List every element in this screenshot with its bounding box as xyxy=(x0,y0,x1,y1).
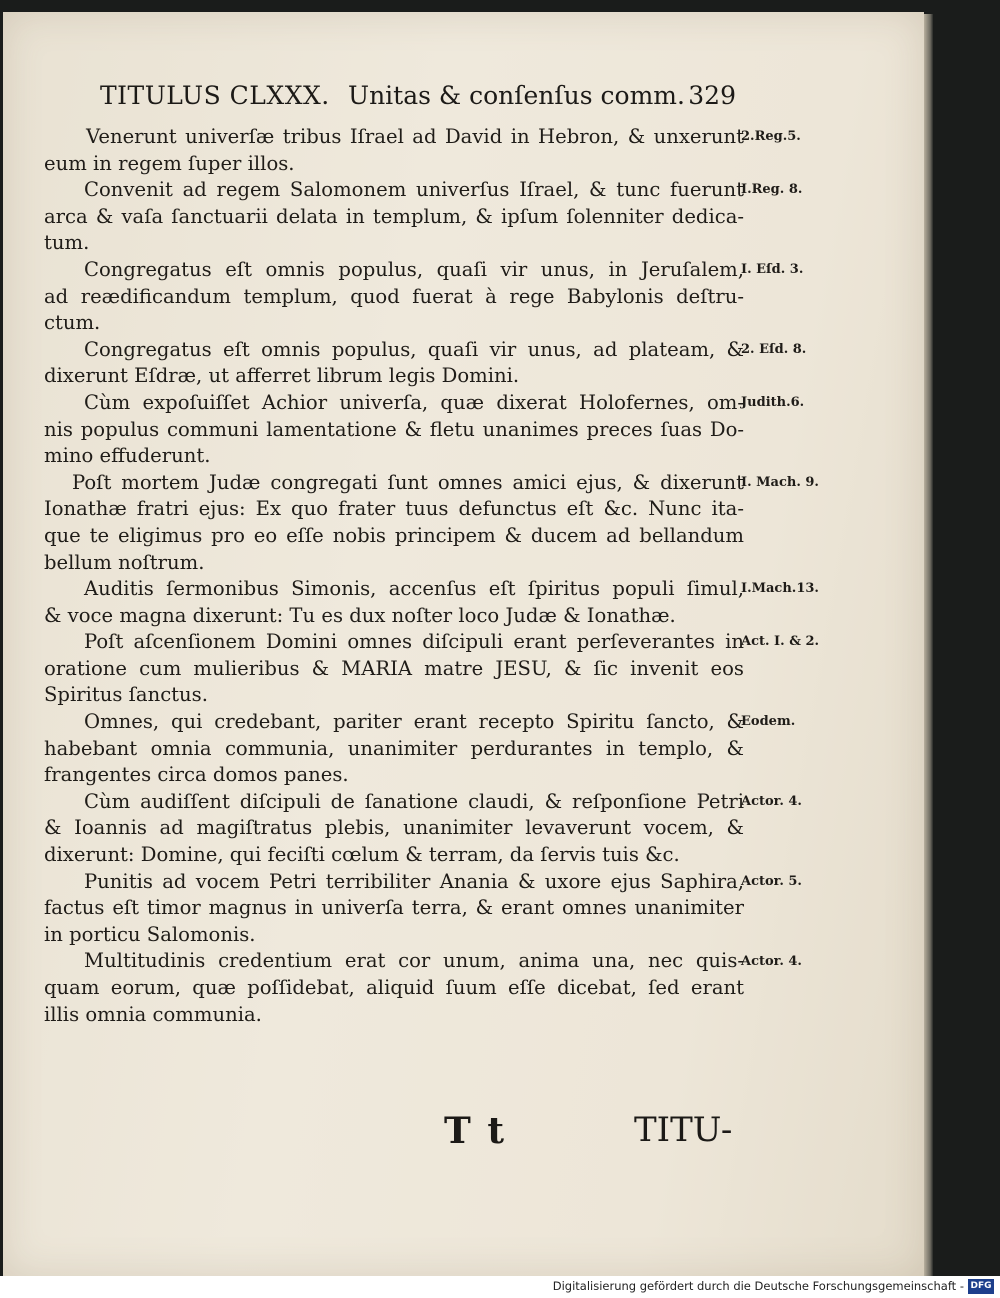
text-line: Venerunt univerſæ tribus Iſrael ad David in Hebron, & unxerunt xyxy=(86,125,744,148)
text-line: Convenit ad regem Salomonem univerſus Iſrael, & tunc fuerunt xyxy=(84,178,744,202)
margin-ref: Actor. 4. xyxy=(741,954,802,969)
text-line: Multitudinis credentium erat cor unum, anima una, nec quis- xyxy=(84,949,744,973)
footer-bar xyxy=(0,1276,1000,1298)
text-line: Poſt mortem Judæ congregati ſunt omnes amici ejus, & dixerunt xyxy=(72,470,744,494)
text-line: habebant omnia communia, unanimiter perdurantes in templo, & xyxy=(44,736,744,760)
text-line: bellum noſtrum. xyxy=(44,550,205,574)
funding-notice: Digitalisierung gefördert durch die Deutsche Forschungsgemeinschaft - xyxy=(552,1279,964,1293)
text-line: Poſt aſcenſionem Domini omnes diſcipuli erant perſeverantes in xyxy=(84,630,744,654)
margin-ref: Eodem. xyxy=(741,714,796,729)
margin-ref: I. Mach. 9. xyxy=(741,475,819,490)
text-line: Omnes, qui credebant, pariter erant recepto Spiritu ſancto, & xyxy=(84,710,744,734)
text-line: Ionathæ fratri ejus: Ex quo frater tuus defunctus eſt &c. Nunc ita- xyxy=(44,497,744,521)
text-line: Congregatus eſt omnis populus, quaſi vir unus, in Jeruſalem, xyxy=(84,257,744,281)
margin-ref: 2. Eſd. 8. xyxy=(741,342,807,357)
margin-ref: I.Mach.13. xyxy=(741,581,819,596)
text-line: frangentes circa domos panes. xyxy=(44,763,349,787)
body-text xyxy=(44,124,744,1028)
margin-ref: Act. I. & 2. xyxy=(741,634,820,649)
text-line: mino effuderunt. xyxy=(44,444,211,468)
text-line: Cùm audiſſent diſcipuli de ſanatione claudi, & reſponſione Petri xyxy=(84,789,744,813)
text-line: arca & vaſa ſanctuarii delata in templum, & ipſum ſolenniter dedica- xyxy=(44,204,744,228)
text-line: dixerunt: Domine, qui feciſti cœlum & terram, da ſervis tuis &c. xyxy=(44,843,680,867)
text-line: & Ioannis ad magiſtratus plebis, unanimiter levaverunt vocem, & xyxy=(44,816,744,840)
text-line: Spiritus ſanctus. xyxy=(44,683,208,707)
text-line: & voce magna dixerunt: Tu es dux noſter loco Judæ & Ionathæ. xyxy=(44,603,676,627)
page-edge xyxy=(924,14,933,1276)
text-line: quam eorum, quæ poſſidebat, aliquid ſuum eſſe dicebat, ſed erant xyxy=(44,976,744,999)
text-line: ad reædificandum templum, quod fuerat à rege Babylonis deſtru- xyxy=(44,284,744,308)
margin-ref: Actor. 5. xyxy=(741,874,802,889)
page-number: 329 xyxy=(688,81,736,110)
text-line: dixerunt Eſdræ, ut afferret librum legis Domini. xyxy=(44,364,520,388)
running-header xyxy=(100,78,740,114)
header-title: TITULUS CLXXX. xyxy=(100,81,330,110)
margin-ref: I.Reg. 8. xyxy=(741,182,803,197)
text-line: ctum. xyxy=(44,311,101,335)
margin-ref: 2.Reg.5. xyxy=(741,129,801,144)
signature-mark: T t xyxy=(444,1110,506,1152)
text-line: illis omnia communia. xyxy=(44,1002,262,1026)
catchword: TITU- xyxy=(634,1110,733,1150)
margin-ref: Judith.6. xyxy=(741,395,805,410)
margin-ref: I. Eſd. 3. xyxy=(741,262,804,277)
text-line: eum in regem ſuper illos. xyxy=(44,151,295,175)
text-line: tum. xyxy=(44,231,90,255)
header-subtitle: Unitas & conſenſus comm. xyxy=(348,81,685,110)
text-line: Punitis ad vocem Petri terribiliter Anania & uxore ejus Saphira, xyxy=(84,869,744,893)
text-line: Auditis ſermonibus Simonis, accenſus eſt ſpiritus populi ſimul, xyxy=(84,577,744,601)
text-line: nis populus communi lamentatione & fletu unanimes preces ſuas Do- xyxy=(44,417,744,441)
dfg-logo-icon: DFG xyxy=(968,1279,994,1294)
text-line: que te eligimus pro eo eſſe nobis principem & ducem ad bellandum xyxy=(44,523,744,547)
text-line: in porticu Salomonis. xyxy=(44,922,256,946)
text-line: oratione cum mulieribus & MARIA matre JESU, & ſic invenit eos xyxy=(44,656,744,680)
text-line: Congregatus eſt omnis populus, quaſi vir unus, ad plateam, & xyxy=(84,337,744,361)
margin-ref: Actor. 4. xyxy=(741,794,802,809)
text-line: factus eſt timor magnus in univerſa terra, & erant omnes unanimiter xyxy=(44,896,744,920)
text-line: Cùm expoſuiſſet Achior univerſa, quæ dixerat Holofernes, om- xyxy=(84,390,744,414)
